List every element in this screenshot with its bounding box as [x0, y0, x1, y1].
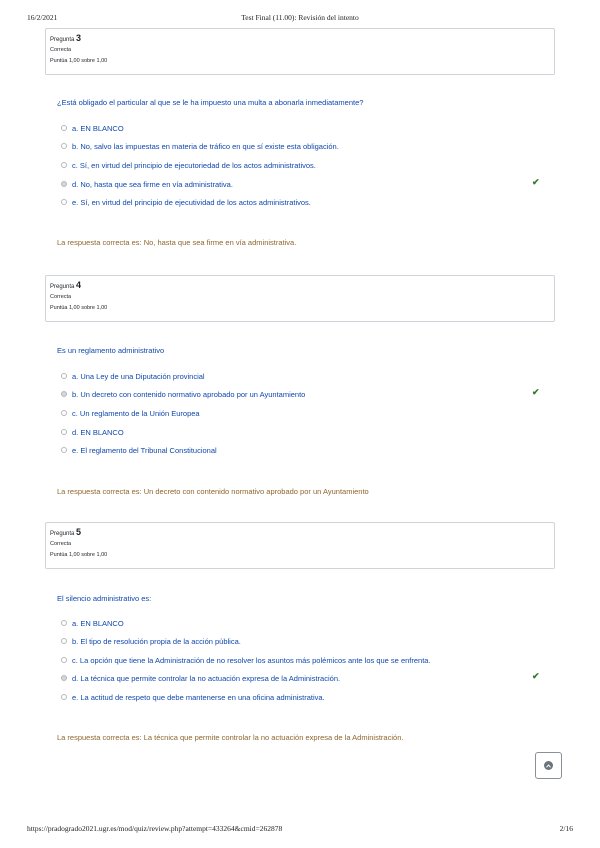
answer-option-label: b. Un decreto con contenido normativo aprobado por un Ayuntamiento [72, 389, 306, 399]
check-icon: ✔ [532, 671, 540, 681]
answer-option-label: a. EN BLANCO [72, 123, 124, 133]
answer-option[interactable] [61, 371, 205, 381]
question-grade: Puntúa 1,00 sobre 1,00 [50, 58, 108, 64]
check-icon: ✔ [532, 177, 540, 187]
radio-button[interactable] [61, 125, 67, 131]
back-to-top-button[interactable] [535, 752, 562, 779]
answer-option[interactable] [61, 141, 339, 151]
question-label: Pregunta [50, 37, 75, 43]
radio-button[interactable] [61, 143, 67, 149]
right-answer-feedback: La respuesta correcta es: No, hasta que sea firme en vía administrativa. [57, 238, 297, 247]
question-state: Correcta [50, 294, 72, 300]
radio-button-selected[interactable] [61, 391, 67, 397]
radio-button[interactable] [61, 694, 67, 700]
radio-button[interactable] [61, 429, 67, 435]
print-url: https://pradogrado2021.ugr.es/mod/quiz/review.php?attempt=433264&cmid=262878 [27, 824, 283, 833]
answer-option[interactable] [61, 160, 316, 170]
answer-option[interactable] [61, 445, 217, 455]
check-icon: ✔ [532, 387, 540, 397]
question-grade: Puntúa 1,00 sobre 1,00 [50, 305, 108, 311]
answer-option-label: e. El reglamento del Tribunal Constitucional [72, 445, 217, 455]
radio-button[interactable] [61, 620, 67, 626]
answer-option[interactable] [61, 197, 311, 207]
answer-option-label: b. El tipo de resolución propia de la acción pública. [72, 636, 241, 646]
answer-option-selected[interactable] [61, 179, 233, 189]
question-label: Pregunta [50, 531, 75, 537]
radio-button[interactable] [61, 410, 67, 416]
question-state: Correcta [50, 541, 72, 547]
radio-button-selected[interactable] [61, 181, 67, 187]
question-text-3: ¿Está obligado el particular al que se le ha impuesto una multa a abonarla inmediatamente? [57, 98, 364, 107]
question-text-5: El silencio administrativo es: [57, 594, 152, 603]
question-number: 4 [76, 280, 82, 290]
answer-option[interactable] [61, 408, 200, 418]
answer-option[interactable] [61, 427, 124, 437]
question-grade: Puntúa 1,00 sobre 1,00 [50, 552, 108, 558]
answer-option[interactable] [61, 123, 124, 133]
radio-button[interactable] [61, 657, 67, 663]
answer-option-label: c. La opción que tiene la Administración de no resolver los asuntos más polémicos ante los que se enfrenta. [72, 655, 431, 665]
question-info-3 [45, 28, 555, 75]
answer-option-label: c. Sí, en virtud del principio de ejecutoriedad de los actos administrativos. [72, 160, 316, 170]
question-state: Correcta [50, 47, 72, 53]
question-number: 5 [76, 527, 82, 537]
answer-option-selected[interactable] [61, 673, 340, 683]
question-number: 3 [76, 33, 82, 43]
answer-option-selected[interactable] [61, 389, 305, 399]
radio-button-selected[interactable] [61, 675, 67, 681]
answer-option-label: d. No, hasta que sea firme en vía administrativa. [72, 179, 233, 189]
radio-button[interactable] [61, 447, 67, 453]
radio-button[interactable] [61, 373, 67, 379]
answer-option[interactable] [61, 655, 431, 665]
print-title: Test Final (11.00): Revisión del intento [241, 13, 359, 22]
question-info-5 [45, 522, 555, 569]
question-text-4: Es un reglamento administrativo [57, 346, 165, 355]
answer-option-label: d. EN BLANCO [72, 427, 124, 437]
answer-option-label: e. Sí, en virtud del principio de ejecutividad de los actos administrativos. [72, 197, 311, 207]
arrow-up-icon [544, 761, 553, 770]
question-info-4 [45, 275, 555, 322]
radio-button[interactable] [61, 199, 67, 205]
answer-option-label: a. Una Ley de una Diputación provincial [72, 371, 205, 381]
radio-button[interactable] [61, 162, 67, 168]
answer-option-label: c. Un reglamento de la Unión Europea [72, 408, 200, 418]
answer-option-label: b. No, salvo las impuestas en materia de tráfico en que sí existe esta obligación. [72, 141, 339, 151]
right-answer-feedback: La respuesta correcta es: Un decreto con contenido normativo aprobado por un Ayuntamiento [57, 487, 369, 496]
radio-button[interactable] [61, 638, 67, 644]
print-page-number: 2/16 [559, 824, 573, 833]
question-label: Pregunta [50, 284, 75, 290]
answer-option-label: d. La técnica que permite controlar la no actuación expresa de la Administración. [72, 673, 341, 683]
answer-option[interactable] [61, 618, 124, 628]
answer-option[interactable] [61, 636, 241, 646]
answer-option[interactable] [61, 692, 325, 702]
answer-option-label: e. La actitud de respeto que debe mantenerse en una oficina administrativa. [72, 692, 325, 702]
print-date: 16/2/2021 [27, 13, 58, 22]
right-answer-feedback: La respuesta correcta es: La técnica que permite controlar la no actuación expresa de la Administración. [57, 733, 404, 742]
answer-option-label: a. EN BLANCO [72, 618, 124, 628]
